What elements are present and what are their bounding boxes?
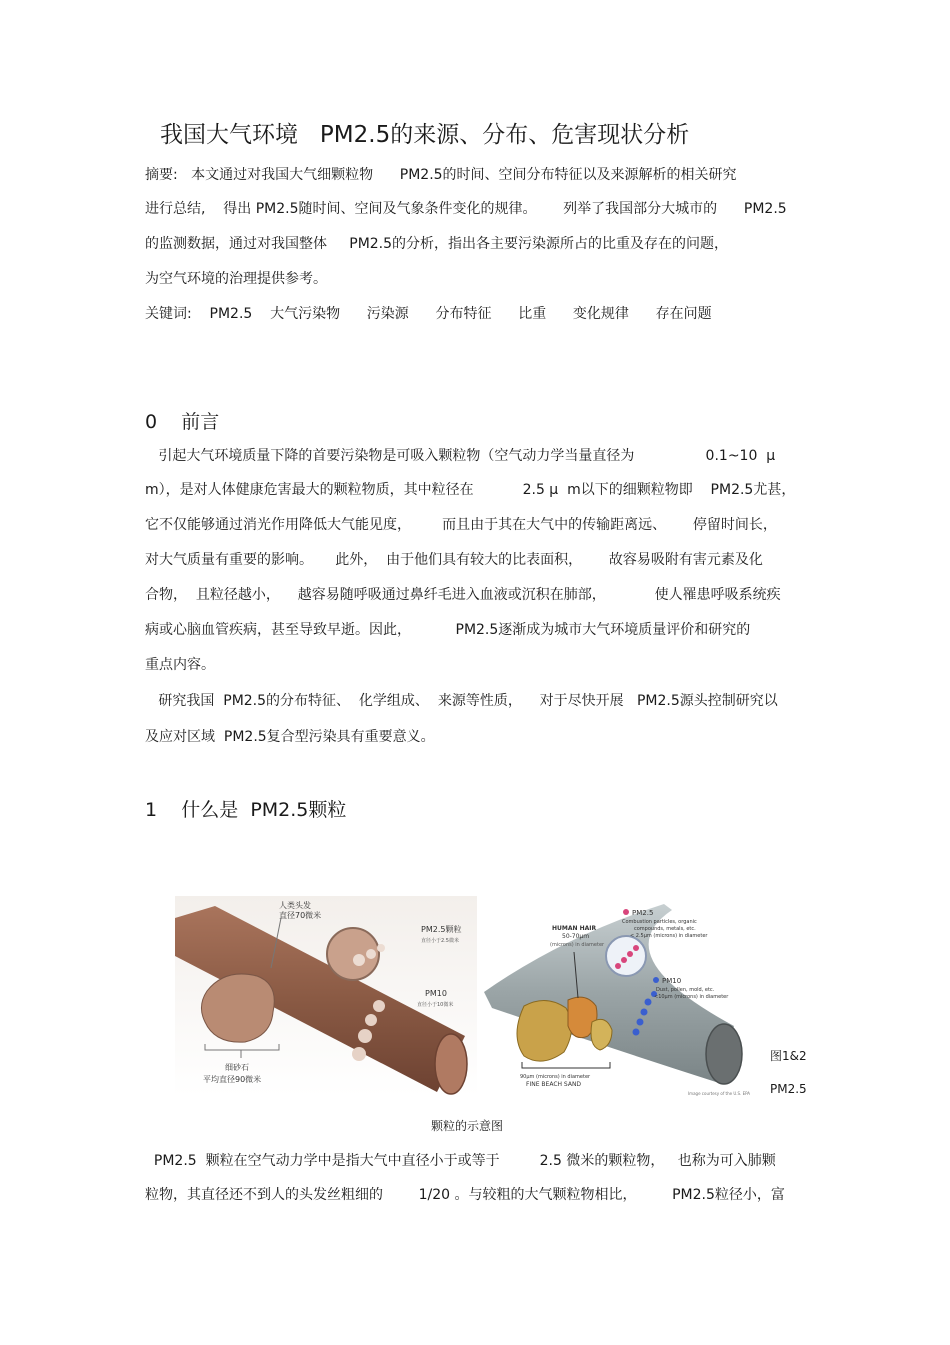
section-heading-what-is-pm25: 1 什么是 PM2.5颗粒 — [145, 799, 347, 821]
pm10-particle — [645, 999, 652, 1006]
abstract-line: 的监测数据，通过对我国整体 PM2.5的分析，指出各主要污染源所占的比重及存在的问题， — [145, 236, 729, 252]
pm10-particle — [641, 1009, 648, 1016]
pm10-particle — [637, 1019, 644, 1026]
pm10-particle — [358, 1029, 372, 1043]
pm25-particle — [615, 963, 621, 969]
label-pm25: PM2.5 — [632, 909, 654, 917]
label-sand-size: 90μm (microns) in diameter — [520, 1074, 591, 1080]
label-pm25-desc2: compounds, metals, etc. — [634, 926, 696, 932]
label-hair-size: 50-70μm — [562, 933, 590, 940]
pm25-legend-dot — [623, 909, 629, 915]
pm25-particle — [627, 951, 633, 957]
label-pm25: PM2.5颗粒 — [421, 925, 462, 934]
paragraph-line: 合物， 且粒径越小， 越容易随呼吸通过鼻纤毛进入血液或沉积在肺部， 使人罹患呼吸系统疾 — [145, 587, 781, 603]
label-sand-size: 平均直径90微米 — [203, 1075, 262, 1084]
pm25-particle — [377, 944, 385, 952]
paragraph-line: 研究我国 PM2.5的分布特征、 化学组成、 来源等性质， 对于尽快开展 PM2.5源头控制研究以 — [145, 693, 778, 709]
label-pm10-size: 直径小于10微米 — [417, 1002, 454, 1008]
label-pm10: PM10 — [662, 977, 682, 985]
pm25-particle — [366, 949, 376, 959]
label-pm25-size: 直径小于2.5微米 — [421, 938, 459, 944]
label-hair-size: 直径70微米 — [279, 911, 322, 920]
pm10-legend-dot — [653, 977, 659, 983]
image-credit: Image courtesy of the U.S. EPA — [688, 1091, 751, 1096]
label-pm10: PM10 — [425, 989, 447, 998]
paragraph-line: 重点内容。 — [145, 657, 215, 673]
pm25-particle — [621, 957, 627, 963]
abstract-line: 进行总结, 得出 PM2.5随时间、空间及气象条件变化的规律。 列举了我国部分大城市的 PM2.5 — [145, 201, 787, 217]
sand-grain — [517, 1000, 572, 1061]
hair-cross-section — [706, 1024, 742, 1084]
paragraph-line: 它不仅能够通过消光作用降低大气能见度， 而且由于其在大气中的传输距离远、 停留时间长， — [145, 517, 777, 533]
label-sand: FINE BEACH SAND — [526, 1081, 582, 1088]
hair-cross-section — [435, 1034, 467, 1094]
keywords-line: 关键词: PM2.5 大气污染物 污染源 分布特征 比重 变化规律 存在问题 — [145, 306, 712, 322]
label-pm25-size: < 2.5μm (microns) in diameter — [630, 933, 708, 939]
label-hair: 人类头发 — [279, 901, 311, 910]
paragraph-line: 及应对区域 PM2.5复合型污染具有重要意义。 — [145, 729, 435, 745]
figure-caption-label: PM2.5 — [770, 1082, 807, 1096]
abstract-line: 摘要: 本文通过对我国大气细颗粒物 PM2.5的时间、空间分布特征以及来源解析的相关研究 — [145, 167, 737, 183]
label-pm10-desc: Dust, pollen, mold, etc. — [656, 987, 715, 993]
abstract-line: 为空气环境的治理提供参考。 — [145, 271, 327, 287]
label-sand: 细砂石 — [225, 1063, 249, 1072]
paragraph-line: m），是对人体健康危害最大的颗粒物质，其中粒径在 2.5 μ m以下的细颗粒物即 PM2.5尤甚， — [145, 482, 796, 498]
figure-hair-particles-cn — [175, 896, 477, 1096]
figure-hair-particles-en — [484, 896, 760, 1100]
label-pm10-size: <10μm (microns) in diameter — [654, 994, 729, 1000]
paragraph-line: 对大气质量有重要的影响。 此外， 由于他们具有较大的比表面积， 故容易吸附有害元素及化 — [145, 552, 763, 568]
pm10-particle — [365, 1014, 377, 1026]
figure-caption-label: 图1&2 — [770, 1049, 807, 1063]
paragraph-line: 病或心脑血管疾病，甚至导致早逝。因此， PM2.5逐渐成为城市大气环境质量评价和研究的 — [145, 622, 751, 638]
label-hair: HUMAN HAIR — [552, 925, 597, 932]
paragraph-line: PM2.5 颗粒在空气动力学中是指大气中直径小于或等于 2.5 微米的颗粒物， 也称为可入肺颗 — [145, 1153, 776, 1169]
pm10-particle — [633, 1029, 640, 1036]
paragraph-line: 引起大气环境质量下降的首要污染物是可吸入颗粒物（空气动力学当量直径为 0.1~10 μ — [145, 448, 776, 464]
pm10-particle — [373, 1000, 385, 1012]
pm25-particle — [353, 954, 365, 966]
label-pm25-desc1: Combustion particles, organic — [622, 919, 697, 925]
document-title: 我国大气环境 PM2.5的来源、分布、危害现状分析 — [160, 122, 690, 148]
pm10-particle — [352, 1047, 366, 1061]
section-heading-intro: 0 前言 — [145, 411, 220, 433]
label-hair-note: (microns) in diameter — [550, 942, 605, 948]
figure-caption: 颗粒的示意图 — [431, 1119, 504, 1133]
pm25-particle — [633, 945, 639, 951]
paragraph-line: 粒物，其直径还不到人的头发丝粗细的 1/20 。与较粗的大气颗粒物相比， PM2.5粒径小，富 — [145, 1187, 785, 1203]
magnifier-circle — [606, 936, 646, 976]
